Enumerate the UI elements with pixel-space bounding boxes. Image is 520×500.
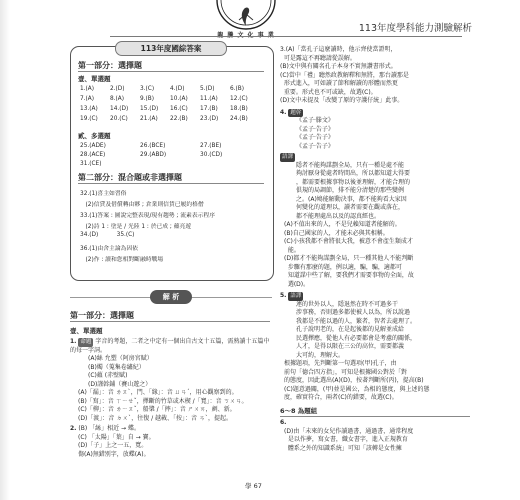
part2-answer-line: 36.(1)由舍主論為因依 [80,246,139,252]
q5-translation [280,301,470,361]
part1-title: 第一部分：選擇題 [78,61,142,70]
logo-text: 龍 騰 文 化 事 業 [217,32,275,39]
single-choice-answer: 13.(A) [80,106,98,112]
part2-divider [78,183,264,184]
q2-line2: (C) 「太陽」「葉」自 → 寶。 [78,433,155,441]
q1-line-c: (C)「柳」：音 ㄌㄧㄡˇ，船槳 /「摔」：音 ㄕㄨㄞ，剷、新。 [78,406,236,413]
single-choice-answer: 8.(A) [110,96,125,102]
q4-explanation-line: (A)不值出來的人，不是兒賴知道者能解的。 [284,221,401,228]
right-column [280,46,470,453]
part2-answer-line: (2)詩 1 : 塗是 / 光陸 1 : 於已成 ; 蘊亮遊 [80,224,192,230]
q5-translation-line: 涉事務，否則過多都使被人以為，所以說過 [296,309,411,316]
single-choice-answer: 23.(D) [200,116,219,122]
q3-line: (D)文中未提及「改變了原的守護仔統」此事。 [280,97,404,104]
part2-answer-line: 33.(1)答案 : 圖說完整表現/現有趨勢 ; 流素表示程序 [80,213,216,219]
page-number: 學 67 [245,482,262,490]
q4-translation-line: 夠討厭身從處者時間出，所以都知道大得要 [296,170,411,177]
explanation-single-title: 壹、單選題 [70,327,103,335]
header-rule [110,36,462,37]
q1-line-b: (B)「寫」：音 ㄒㄧㄝˇ，擇斷的竹草或木楔 /「寬」：音 ㄎㄨㄢ。 [78,397,248,405]
q6-explanation [280,428,470,454]
single-choice-answer: 9.(B) [140,96,155,102]
single-choice-answer: 18.(B) [230,106,248,112]
q4-explanation-line: (B)自己國家的人，才能未必與其相稱。 [284,229,389,237]
part1-divider [78,71,264,72]
single-choice-answer: 10.(A) [170,96,188,102]
q4-explanation-line: 選(D)。 [284,280,310,288]
single-choice-answer: 22.(B) [170,116,188,122]
running-header-title: 113年度學科能力測驗解析 [358,23,472,34]
q1-text: 字音的考題，二者之中定有一個出自古文十五篇，需熟讀十五篇中的每一字詞。 [70,338,270,354]
multi-choice-answer: 31.(CE) [80,161,102,167]
q4-explanation [280,221,470,289]
multi-choice-answer: 29.(ABD) [140,152,167,158]
q5-translation-line: 連的世外以人，隱退然在時不可過多干 [296,300,399,308]
q4-note-badge: 語譯 [282,154,294,160]
single-choice-answer: 7.(A) [80,96,95,102]
q5-badge: 語譯 [290,293,302,299]
q3-line: 3.(A)「當孔子這麼讀時，他示齊使當證明， [280,46,397,53]
q3-line: 可是露這不再聽請從誤解。 [280,54,356,62]
q4-translation-line: ，都需要根據事物以後並理解，才能合理的 [296,178,411,186]
single-choice-answer: 16.(C) [170,106,188,112]
q2-line4: 傷(A)無錯別字，放蝶(A)。 [78,450,150,458]
single-choice-answer: 2.(D) [110,86,125,92]
q5-translation-line: 孔子說明老的，在是起後都的見解並成給 [296,326,405,333]
q2-line1: (B) 「絲」相近 → 蝶。 [78,425,140,432]
q3-line: (C)當中「禮」聽然政教解釋和無將，那台讀那是 [280,71,409,79]
q4-label: 4. [280,108,287,116]
single-choice-answer: 12.(C) [230,96,248,102]
q4-explanation-line: (D)都才不能夠謀劃全局，只一種其他人不能判斷 [284,255,414,262]
part2-title: 第二部分：混合題或非選擇題 [78,173,182,182]
part2-answer-line: (2)作 : 讀和您相對斷融時戰場 [80,257,164,263]
q6-line: 是以作夢，寫女書，織女書字，進入正規教育 [284,436,408,443]
q5-translation-line: 大可約，理解大。 [296,351,345,359]
q6-line: 體系之外的知識系統」可知「該轉是女性擁 [284,444,402,452]
q2-label: 2. [70,425,77,432]
single-choice-answer: 15.(D) [140,106,159,112]
q4-source-line: 《孟子·告子》 [296,142,334,150]
page-edge-shadow [0,0,10,500]
q1-label: 1. [70,338,77,345]
q1-item-c: (C)蘊 (赤壁賦) [88,372,128,379]
q4-source-line: 《孟子·告子》 [296,125,334,133]
analysis-label: 解 析 [150,290,192,304]
q2-line3: (D)「子」上之一五，寬。 [78,442,148,449]
single-choice-answer: 24.(B) [230,116,248,122]
multi-choice-answer: 28.(ACE) [80,152,106,158]
q4-source-line: 《孟子·告子》 [296,134,334,141]
q5-explanation-line: (C)題意過關，(甲)並是國公，為相的態度，與上述的態 [284,385,430,393]
part2-answer-line: 34.(D) 35.(C) [80,232,135,238]
q1-item-b: (B)燭（蒐集卷繡紀） [88,363,145,371]
q1-line-d: (D)「渡」：音 ㄉㄨˋ，往復 / 越載、「按」：音 ㄢˋ，提起。 [78,414,232,422]
explanation-divider [70,321,270,322]
q4-explanation-line: (C)小孩我都不會將很大我，被意不會產生類成才 [284,238,413,245]
q5-translation-line: 人才，是得以限在三公的高位，需要都義 [296,343,405,350]
q3-explanation [280,46,470,106]
q4-badge: 題幹 [290,109,302,116]
q4-translation-line: 之。(A)鳩能解動決事，都不能夠看大家因 [296,195,407,203]
q6-label: 6. [280,419,287,426]
q4-explanation-line: 能。 [284,246,300,254]
single-choice-answer: 4.(D) [170,86,185,92]
q4-sources [280,117,470,151]
q4-explanation-line: 步驟有那麼的題，例以適，騙，騙，適都可 [284,263,402,271]
single-choice-title: 壹、單選題 [78,75,111,83]
q6-line: (D)由「未來的女兒作讀過書，通過書，通常程度 [284,427,414,435]
multi-choice-answer: 26.(BCE) [140,143,166,149]
q3-line: 重要。形式也不可或缺，故選(C)。 [280,88,377,96]
answer-key-title: 113年度國綜答案 [115,41,227,56]
q4-explanation-line: 知道謀中些了解，要我們才需要事物的全面，故 [284,272,414,279]
single-choice-answer: 20.(C) [110,116,128,122]
q3-line: (B)文中與有關名孔子本身不實無讚書形式。 [280,63,397,70]
q1-item-a: (A)絲 允塑（阿房宮賦） [88,355,153,362]
q5-label: 5. [280,292,287,299]
single-choice-answer: 19.(C) [80,116,98,122]
single-choice-answer: 3.(C) [140,86,155,92]
q5-explanation-line: 根據題項，先判斷第一句選項(甲)孔子，由 [284,360,397,367]
single-choice-answer: 5.(D) [200,86,215,92]
single-choice-answer: 21.(A) [140,116,158,122]
q4-translation-line: 隱者不能夠謀劃全局，只有一種是處不能 [296,161,405,169]
q1-line-a: (A)「漏」：音 ㄌㄡˋ，門、「緣」：音 ㄩㄢˊ，用心觀察到的。 [78,389,238,396]
single-choice-answer: 14.(D) [110,106,129,112]
group-title: 6～8 為題組 [280,407,470,418]
multi-choice-answer: 27.(BE) [200,143,222,149]
explanation-part1-title: 第一部分：選擇題 [70,311,134,320]
q5-explanation [280,360,470,403]
q4-translation [280,162,470,222]
multi-choice-title: 貳、多選題 [78,132,111,140]
q5-explanation-line: 度，確實符合，兩者(C)的錯要，故選(C)。 [284,394,398,401]
publisher-logo-icon [215,0,277,34]
q5-explanation-line: 前句「德合四方指」，可知是根據國公對於「對 [284,368,408,376]
q4-source-line: 《孟子·滕文》 [296,117,334,124]
single-choice-answer: 17.(B) [200,106,218,112]
q5-translation-line: 民選擇應，從他人有必要都會是考慮的關係， [296,334,417,342]
q1-item-d: (D)謹斡鋪（賽山遊之） [88,380,152,388]
single-choice-answer: 1.(A) [80,86,95,92]
q4-translation-line: 俱規的局調節，排不能分清楚的那些變例 [296,187,405,194]
q5-translation-line: 我都是不能以過的人，繁者，智者去處理了。 [296,317,417,325]
q4-translation-line: 都不能理處出以及的認真經也。 [296,212,381,220]
q1-block [70,338,270,459]
single-choice-answer: 11.(A) [200,96,218,102]
part2-answer-line: 32.(1)喜主如習俗 [80,191,127,197]
multi-choice-answer: 30.(CD) [200,152,223,158]
multi-choice-answer: 25.(ADE) [80,143,106,149]
q4-translation-line: 何變化的道理以，讀者需要在觀或落在， [296,204,405,211]
analysis-divider [70,290,272,304]
q5-explanation-line: 的態度，因此選出(A)(D)，按著判斷所(丙)，提高(B) [284,377,424,384]
single-choice-answer: 6.(B) [230,86,245,92]
part2-answer-line: (2)信貸及借償轉由夥 ; 倉業則信賃已履約格僧 [80,202,204,208]
q1-badge: 命題 [80,339,92,345]
q3-line: 形式進入，可如讀了節和解讀的形體而然更 [280,80,398,87]
